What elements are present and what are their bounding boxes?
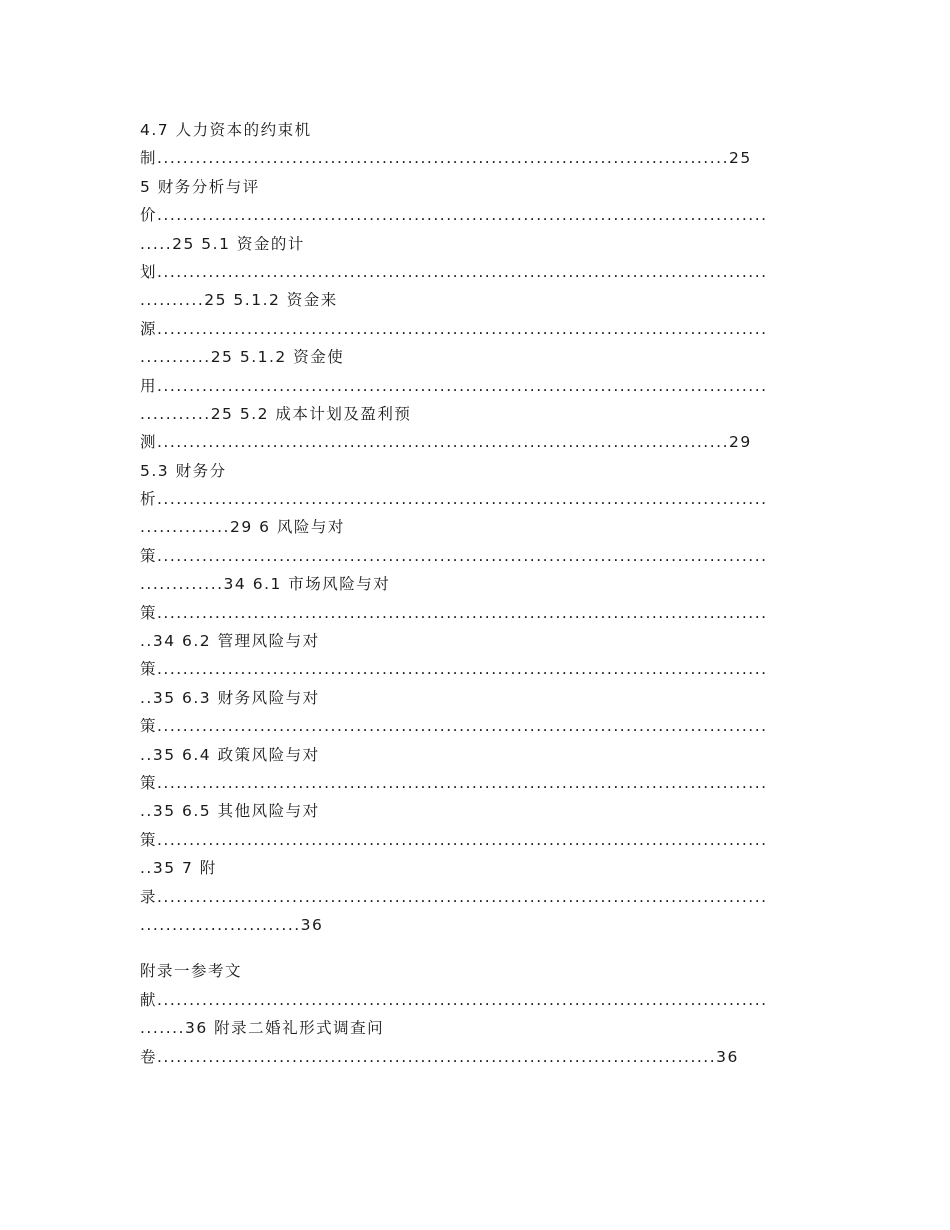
toc-line: ..............29 6 风险与对 — [140, 518, 345, 537]
toc-line: 策............................................................................................... — [140, 773, 768, 792]
toc-line: 卷.......................................................................................36 — [140, 1047, 739, 1066]
toc-line: 录............................................................................................... — [140, 887, 768, 906]
toc-line: 析............................................................................................... — [140, 490, 768, 509]
toc-line: ..35 6.3 财务风险与对 — [140, 688, 320, 707]
toc-line: ...........25 5.1.2 资金使 — [140, 348, 345, 367]
table-of-contents — [140, 116, 812, 1071]
toc-line: 献............................................................................................... — [140, 990, 768, 1009]
toc-line: 策............................................................................................... — [140, 830, 768, 849]
toc-line: 源............................................................................................... — [140, 319, 768, 338]
toc-line: .....25 5.1 资金的计 — [140, 234, 305, 253]
toc-line: .......36 附录二婚礼形式调查问 — [140, 1019, 385, 1038]
toc-line: ..34 6.2 管理风险与对 — [140, 632, 320, 651]
toc-line: 用............................................................................................... — [140, 376, 768, 395]
toc-line: 策............................................................................................... — [140, 660, 768, 679]
toc-line: 价............................................................................................... — [140, 206, 768, 225]
toc-line: 5 财务分析与评 — [140, 177, 260, 196]
toc-line: ..35 7 附 — [140, 859, 217, 878]
toc-line: .............34 6.1 市场风险与对 — [140, 575, 391, 594]
toc-line: 划............................................................................................... — [140, 262, 768, 281]
toc-line: ...........25 5.2 成本计划及盈利预 — [140, 404, 412, 423]
toc-line: ..35 6.5 其他风险与对 — [140, 802, 320, 821]
toc-line: 制.........................................................................................25 — [140, 149, 752, 168]
toc-line: 策............................................................................................... — [140, 603, 768, 622]
toc-line: ..........25 5.1.2 资金来 — [140, 291, 338, 310]
toc-line: 策............................................................................................... — [140, 546, 768, 565]
toc-line: .........................36 — [140, 915, 324, 934]
toc-line: 测.........................................................................................29 — [140, 433, 752, 452]
toc-line: 4.7 人力资本的约束机 — [140, 121, 312, 139]
toc-line: 5.3 财务分 — [140, 461, 227, 480]
section-gap — [140, 939, 812, 957]
toc-line: ..35 6.4 政策风险与对 — [140, 745, 320, 764]
toc-line: 附录一参考文 — [140, 962, 243, 981]
toc-line: 策............................................................................................... — [140, 717, 768, 736]
